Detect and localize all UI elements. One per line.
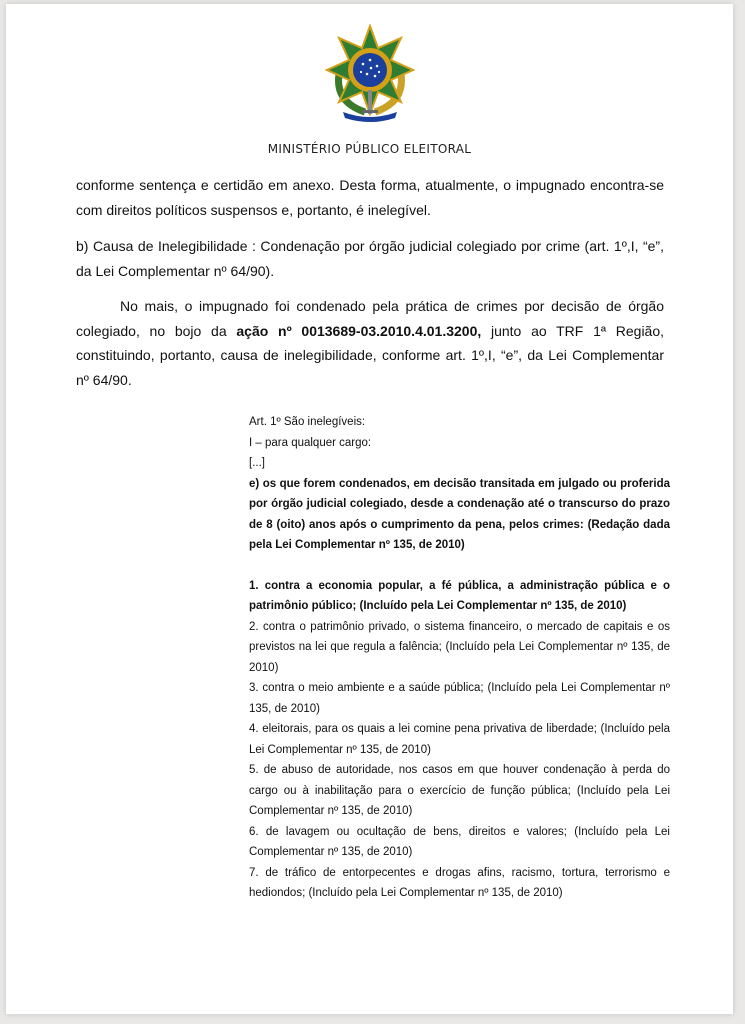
citation-item-5: 5. de abuso de autoridade, nos casos em que houver condenação à perda do cargo ou à inabilitação para o exercício de função pública; (Incluído pela Lei Complementar nº 135, de 2010) [249, 764, 670, 817]
citation-item-7: 7. de tráfico de entorpecentes e drogas afins, racismo, tortura, terrorismo e hediondos; (Incluído pela Lei Complementar nº 135, de 2010) [249, 866, 670, 899]
ministry-title: MINISTÉRIO PÚBLICO ELEITORAL [267, 142, 472, 156]
citation-item-6: 6. de lavagem ou ocultação de bens, direitos e valores; (Incluído pela Lei Complementar nº 135, de 2010) [249, 825, 670, 858]
citation-paragraph-e: e) os que forem condenados, em decisão transitada em julgado ou proferida por órgão judicial colegiado, desde a condenação até o transcurso do prazo de 8 (oito) anos após o cumprimento da pena, pelos crimes: (Redação dada pela Lei Complementar nº 135, de 2010) [249, 477, 670, 551]
citation-item-4: 4. eleitorais, para os quais a lei comine pena privativa de liberdade; (Incluído pela Lei Complementar nº 135, de 2010) [249, 723, 670, 756]
paragraph-no-mais-text-start: No mais, o impugnado foi condenado pela prática de crimes por decisão de órgão colegiado, no bojo da [76, 298, 664, 339]
citation-item-1: 1. contra a economia popular, a fé pública, a administração pública e o patrimônio público; (Incluído pela Lei Complementar nº 135, de 2010) [249, 579, 670, 612]
citation-item-3: 3. contra o meio ambiente e a saúde pública; (Incluído pela Lei Complementar nº 135, de 2010) [249, 682, 670, 715]
paragraph-no-mais [76, 294, 664, 392]
citation-item-2: 2. contra o patrimônio privado, o sistema financeiro, o mercado de capitais e os previstos na lei que regula a falência; (Incluído pela Lei Complementar nº 135, de 2010) [249, 620, 670, 674]
process-number: ação nº 0013689-03.2010.4.01.3200, [236, 322, 482, 339]
citation-spacer [249, 556, 670, 576]
brazil-coat-of-arms-icon [325, 24, 415, 124]
paragraph-no-mais-text-end: junto ao TRF 1ª Região, constituindo, portanto, causa de inelegibilidade, conforme art. 1º,I, “e”, da Lei Complementar nº 64/90. [76, 322, 665, 388]
citation-ellipsis: [...] [249, 457, 265, 469]
page-header [6, 24, 733, 124]
law-citation-block [249, 412, 670, 904]
citation-item-i: I – para qualquer cargo: [249, 436, 372, 449]
paragraph-conforme: conforme sentença e certidão em anexo. Desta forma, atualmente, o impugnado encontra-se com direitos políticos suspensos e, portanto, é inelegível. [76, 177, 664, 218]
citation-article: Art. 1º São inelegíveis: [249, 416, 366, 428]
paragraph-causa-inelegibilidade: b) Causa de Inelegibilidade : Condenação por órgão judicial colegiado por crime (art. 1º,I, “e”, da Lei Complementar nº 64/90). [76, 238, 664, 279]
document-page [6, 4, 733, 1014]
